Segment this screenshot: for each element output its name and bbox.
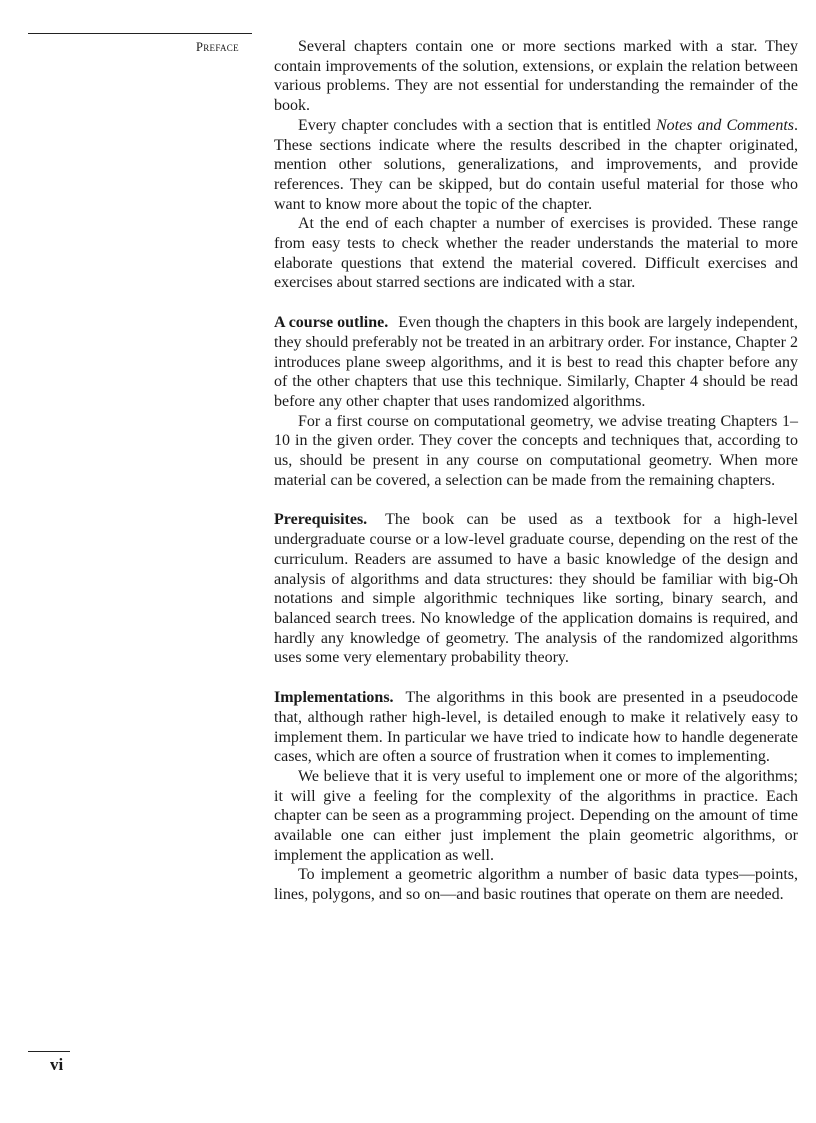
emphasized-title: Notes and Comments — [655, 116, 794, 134]
text-span: . These sections indicate where the results described in the chapter originated, mention other solutions, generalizations, and improvements, and provide references. They can be skipped, but do contain useful material for those who want to know more about the topic of the chapter. — [274, 116, 798, 213]
running-head: Preface — [196, 40, 239, 54]
section-title: Prerequisites. — [274, 511, 368, 529]
section-title: A course outline. — [274, 314, 389, 332]
text-span: Every chapter concludes with a section that is entitled — [298, 116, 656, 134]
paragraph: We believe that it is very useful to implement one or more of the algorithms; it will give a feeling for the complexity of the algorithms in practice. Each chapter can be seen as a programming project. Depending on the amount of time available one can either just implement the plain geometric algorithms, or implement the application as well. — [274, 767, 798, 864]
text-span: The algorithms in this book are presented in a pseudocode that, although rather high-level, is detailed enough to make it relatively easy to implement them. In particular we have tried to indicate how to handle degenerate cases, which are often a source of frustration when it comes to implementing. — [274, 689, 798, 766]
intro-section — [274, 37, 798, 293]
bottom-margin-rule — [28, 1051, 70, 1052]
paragraph — [274, 313, 798, 412]
section-title: Implementations. — [274, 689, 394, 707]
text-span: Even though the chapters in this book are largely independent, they should preferably not be treated in an arbitrary order. For instance, Chapter 2 introduces plane sweep algorithms, and it is best to read this chapter before any of the other chapters that use this technique. Similarly, Chapter 4 should be read before any other chapter that uses randomized algorithms. — [274, 314, 798, 410]
prerequisites-section — [274, 510, 798, 668]
top-margin-rule — [28, 33, 252, 34]
paragraph: At the end of each chapter a number of exercises is provided. These range from easy tests to check whether the reader understands the material to more elaborate questions that extend the material covered. Difficult exercises and exercises about starred sections are indicated with a star. — [274, 215, 798, 292]
paragraph: For a first course on computational geometry, we advise treating Chapters 1–10 in the given order. They cover the concepts and techniques that, according to us, should be present in any course on computational geometry. When more material can be covered, a selection can be made from the remaining chapters. — [274, 412, 798, 489]
paragraph: Several chapters contain one or more sections marked with a star. They contain improvements of the solution, extensions, or explain the relation between various problems. They are not essential for understanding the remainder of the book. — [274, 38, 798, 115]
implementations-section — [274, 688, 798, 905]
paragraph — [274, 510, 798, 668]
paragraph: To implement a geometric algorithm a number of basic data types—points, lines, polygons, and so on—and basic routines that operate on them are needed. — [274, 866, 798, 904]
paragraph — [274, 688, 798, 767]
text-span: The book can be used as a textbook for a high-level undergraduate course or a low-level graduate course, depending on the rest of the curriculum. Readers are assumed to have a basic knowledge of the design and analysis of algorithms and data structures: they should be familiar with big-Oh notations and simple algorithmic techniques like sorting, binary search, and balanced search trees. No knowledge of the application domains is required, and hardly any knowledge of geometry. The analysis of the randomized algorithms uses some very elementary probability theory. — [274, 511, 798, 667]
page-number: vi — [50, 1055, 64, 1074]
text-column — [274, 37, 798, 905]
paragraph — [274, 116, 798, 215]
course-outline-section — [274, 313, 798, 490]
